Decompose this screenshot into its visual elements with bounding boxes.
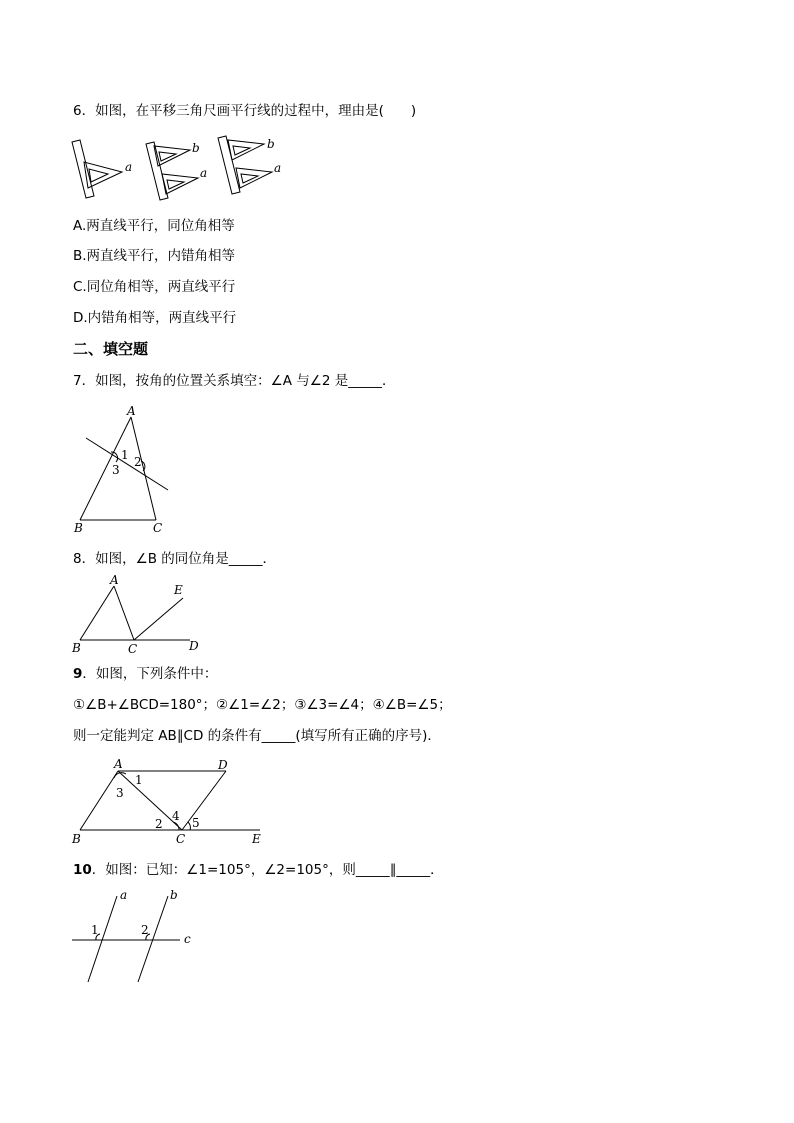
q6-label-a3: a [274,161,282,175]
q7-label-2: 2 [134,455,142,469]
q10-label-a: a [120,888,128,902]
q10-figure [66,886,206,986]
q8-label-A: A [110,573,119,587]
q6-option-a: A.两直线平行，同位角相等 [73,218,235,234]
q9-conditions: ①∠B+∠BCD=180°；②∠1=∠2；③∠3=∠4；④∠B=∠5； [73,697,452,713]
q9-label-3: 3 [116,786,124,800]
section-title: 二、填空题 [73,340,149,358]
q10-label-c: c [184,932,191,946]
q9-label-5: 5 [192,816,200,830]
ruler-2 [146,142,168,200]
q6-label-a2: a [200,166,208,180]
q9-label-2: 2 [155,817,163,831]
q9-ask: 则一定能判定 AB∥CD 的条件有_____(填写所有正确的序号)． [73,728,441,744]
q7-label-A: A [127,404,136,418]
q6-figure [66,128,296,208]
q10-stem-text: ．如图：已知：∠1=105°，∠2=105°，则_____∥_____． [91,862,444,878]
q9-label-A: A [114,757,123,771]
q7-label-3: 3 [112,463,120,477]
q10-stem [73,861,444,879]
q9-stem-text: ．如图，下列条件中： [82,666,218,682]
q7-label-C: C [153,521,163,535]
q6-label-b3: b [267,137,275,151]
q7-stem: 7．如图，按角的位置关系填空：∠A 与∠2 是_____． [73,373,396,389]
q8-label-C: C [128,642,138,656]
q9-stem [73,665,217,683]
q6-option-d: D.内错角相等，两直线平行 [73,310,237,326]
q10-label-2: 2 [141,923,149,937]
q10-label-1: 1 [91,923,99,937]
q6-label-b2: b [192,141,200,155]
q10-label-b: b [170,888,178,902]
q9-label-D: D [218,758,228,772]
q9-label-1: 1 [135,773,143,787]
q7-label-B: B [74,521,83,535]
q9-figure [68,754,268,850]
q9-label-E: E [252,832,261,846]
q6-option-c: C.同位角相等，两直线平行 [73,279,236,295]
q8-stem: 8．如图，∠B 的同位角是_____． [73,551,276,567]
q7-label-1: 1 [121,448,129,462]
q9-label-4: 4 [172,809,180,823]
q9-label-B: B [72,832,81,846]
q7-figure [70,400,190,540]
q9-label-C: C [176,832,186,846]
q8-label-E: E [174,583,183,597]
q6-option-b: B.两直线平行，内错角相等 [73,248,236,264]
q6-stem: 6．如图，在平移三角尺画平行线的过程中，理由是( ) [73,103,417,119]
q8-label-B: B [72,641,81,655]
q8-label-D: D [189,639,199,653]
q10-number: 10 [73,862,92,878]
q8-figure [68,572,218,656]
q6-label-a1: a [125,160,133,174]
q9-number: 9 [73,666,83,682]
